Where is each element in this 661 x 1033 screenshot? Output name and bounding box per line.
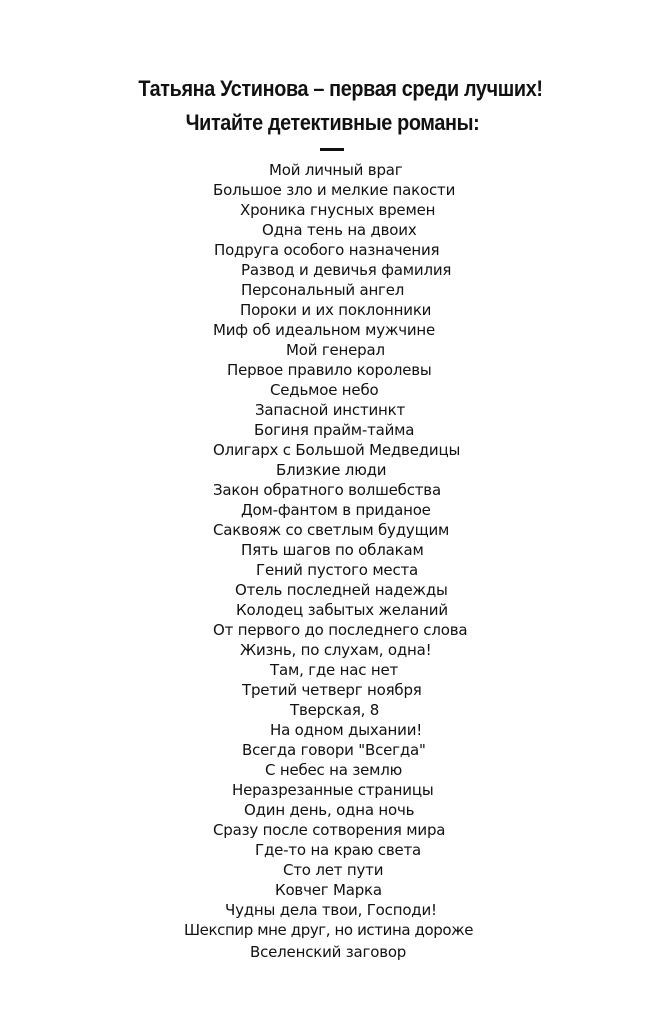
divider [320, 148, 344, 151]
book-title: Третий четверг ноября [242, 681, 422, 699]
book-title: Пороки и их поклонники [240, 301, 432, 319]
book-title: Богиня прайм-тайма [254, 421, 415, 439]
book-title: Запасной инстинкт [255, 401, 406, 419]
book-title: От первого до последнего слова [213, 621, 468, 639]
book-title: Персональный ангел [241, 281, 405, 299]
page-title: Татьяна Устинова – первая среди лучших! [138, 76, 543, 101]
book-title: Саквояж со светлым будущим [213, 521, 450, 539]
book-title: Закон обратного волшебства [213, 481, 441, 499]
book-title: Гений пустого места [256, 561, 419, 579]
book-title: Тверская, 8 [290, 701, 380, 719]
book-title: Шекспир мне друг, но истина дороже [184, 921, 474, 939]
book-title: Всегда говори "Всегда" [242, 741, 426, 759]
book-title: Олигарх с Большой Медведицы [213, 441, 461, 459]
book-title: Колодец забытых желаний [236, 601, 448, 619]
book-title: Пять шагов по облакам [241, 541, 424, 559]
book-title: Отель последней надежды [235, 581, 448, 599]
book-title: На одном дыхании! [270, 721, 423, 739]
book-title: Подруга особого назначения [214, 241, 440, 259]
book-title: Вселенский заговор [250, 943, 407, 961]
book-title: Неразрезанные страницы [232, 781, 434, 799]
book-title: Ковчег Марка [275, 881, 382, 899]
book-title: Миф об идеальном мужчине [213, 321, 436, 339]
book-title: Первое правило королевы [227, 361, 432, 379]
book-title: Где-то на краю света [255, 841, 422, 859]
book-title: Один день, одна ночь [244, 801, 415, 819]
book-title: Развод и девичья фамилия [241, 261, 452, 279]
book-title: Близкие люди [276, 461, 387, 479]
book-title: Большое зло и мелкие пакости [213, 181, 456, 199]
book-title: Мой генерал [286, 341, 385, 359]
book-title: Там, где нас нет [270, 661, 399, 679]
book-title: Дом-фантом в приданое [241, 501, 431, 519]
book-title: Мой личный враг [269, 161, 403, 179]
book-title: Жизнь, по слухам, одна! [240, 641, 432, 659]
book-title: Хроника гнусных времен [240, 201, 436, 219]
book-title: Сто лет пути [283, 861, 384, 879]
book-title: Одна тень на двоих [262, 221, 417, 239]
book-title: С небес на землю [265, 761, 403, 779]
page-subtitle: Читайте детективные романы: [185, 110, 480, 135]
book-title: Сразу после сотворения мира [213, 821, 446, 839]
book-title: Чудны дела твои, Господи! [225, 901, 437, 919]
book-title: Седьмое небо [270, 381, 379, 399]
